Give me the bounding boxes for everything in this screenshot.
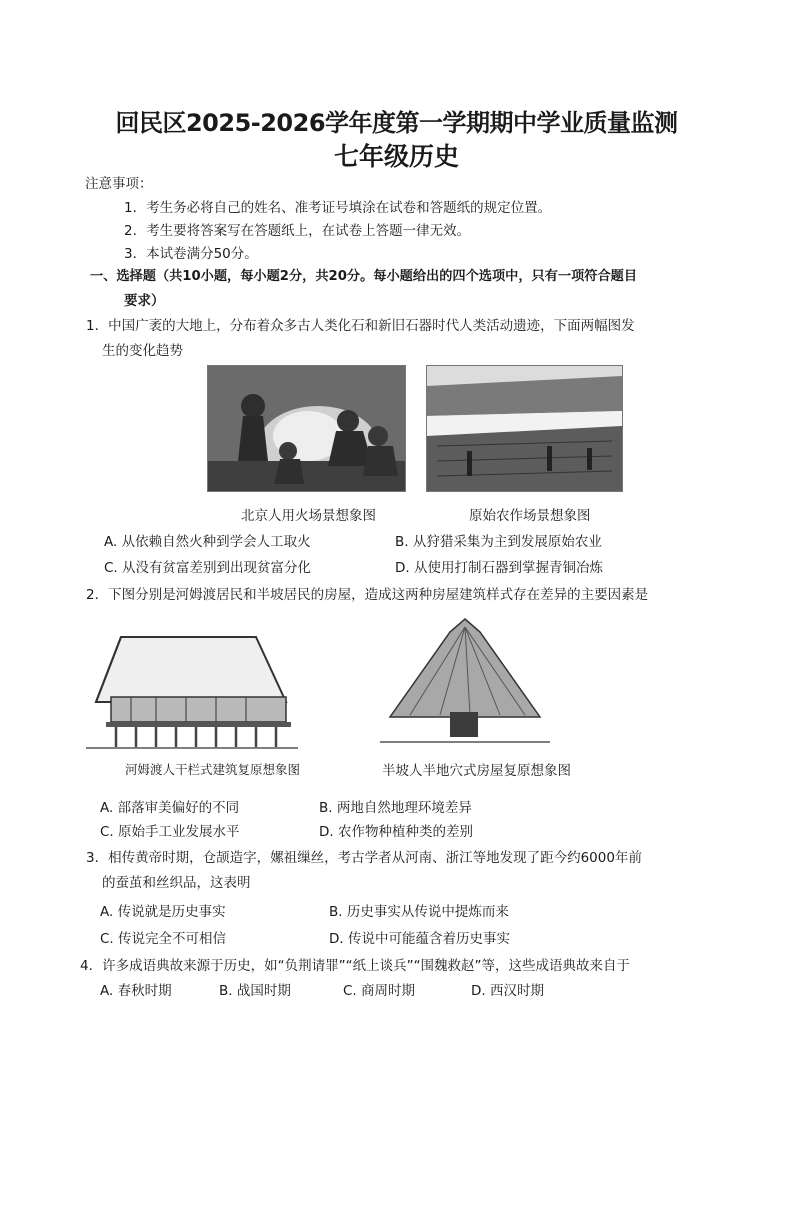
- pit-house-illustration: [380, 617, 550, 752]
- peking-man-fire-illustration: [207, 365, 406, 492]
- option-b[interactable]: B. 历史事实从传说中提炼而来: [329, 904, 509, 920]
- option-c[interactable]: C. 传说完全不可相信: [100, 931, 227, 947]
- image-caption: 半坡人半地穴式房屋复原想象图: [382, 763, 571, 779]
- question-1-stem-cont: 生的变化趋势: [102, 343, 183, 359]
- question-2-stem: 2．下图分别是河姆渡居民和半坡居民的房屋，造成这两种房屋建筑样式存在差异的主要因素是: [86, 587, 649, 603]
- option-d[interactable]: D. 西汉时期: [471, 983, 544, 999]
- option-b[interactable]: B. 两地自然地理环境差异: [319, 800, 472, 816]
- page-title: 回民区2025-2026学年度第一学期期中学业质量监测: [115, 109, 678, 137]
- notice-item: 1．考生务必将自己的姓名、准考证号填涂在试卷和答题纸的规定位置。: [124, 200, 552, 216]
- option-b[interactable]: B. 战国时期: [219, 983, 291, 999]
- page-subtitle: 七年级历史: [333, 142, 459, 171]
- notice-heading: 注意事项：: [85, 176, 153, 192]
- question-1-stem: 1．中国广袤的大地上，分布着众多古人类化石和新旧石器时代人类活动遗迹，下面两幅图发: [86, 318, 635, 334]
- option-c[interactable]: C. 从没有贫富差别到出现贫富分化: [104, 560, 312, 576]
- question-3-stem: 3．相传黄帝时期，仓颉造字，嫘祖缫丝，考古学者从河南、浙江等地发现了距今约6000年前: [86, 850, 642, 866]
- option-d[interactable]: D. 从使用打制石器到掌握青铜冶炼: [395, 560, 603, 576]
- option-d[interactable]: D. 农作物种植种类的差别: [319, 824, 473, 840]
- section-heading: 一、选择题（共10小题，每小题2分，共20分。每小题给出的四个选项中，只有一项符合题目: [90, 269, 638, 284]
- section-heading-cont: 要求）: [124, 293, 165, 309]
- option-c[interactable]: C. 商周时期: [343, 983, 416, 999]
- option-d[interactable]: D. 传说中可能蕴含着历史事实: [329, 931, 510, 947]
- option-a[interactable]: A. 从依赖自然火种到学会人工取火: [104, 534, 311, 550]
- option-a[interactable]: A. 春秋时期: [100, 983, 172, 999]
- option-a[interactable]: A. 部落审美偏好的不同: [100, 800, 240, 816]
- question-4-stem: 4．许多成语典故来源于历史，如“负荆请罪”“纸上谈兵”“围魏救赵”等，这些成语典故来自于: [80, 958, 631, 974]
- primitive-farming-illustration: [426, 365, 623, 492]
- option-a[interactable]: A. 传说就是历史事实: [100, 904, 226, 920]
- question-3-stem-cont: 的蚕茧和丝织品，这表明: [102, 875, 251, 891]
- stilt-house-illustration: [86, 627, 298, 752]
- option-b[interactable]: B. 从狩猎采集为主到发展原始农业: [395, 534, 602, 550]
- notice-item: 3．本试卷满分50分。: [124, 246, 258, 262]
- option-c[interactable]: C. 原始手工业发展水平: [100, 824, 240, 840]
- image-caption: 河姆渡人干栏式建筑复原想象图: [125, 762, 301, 777]
- image-caption: 北京人用火场景想象图: [241, 508, 376, 524]
- image-caption: 原始农作场景想象图: [469, 508, 591, 524]
- notice-item: 2．考生要将答案写在答题纸上，在试卷上答题一律无效。: [124, 223, 471, 239]
